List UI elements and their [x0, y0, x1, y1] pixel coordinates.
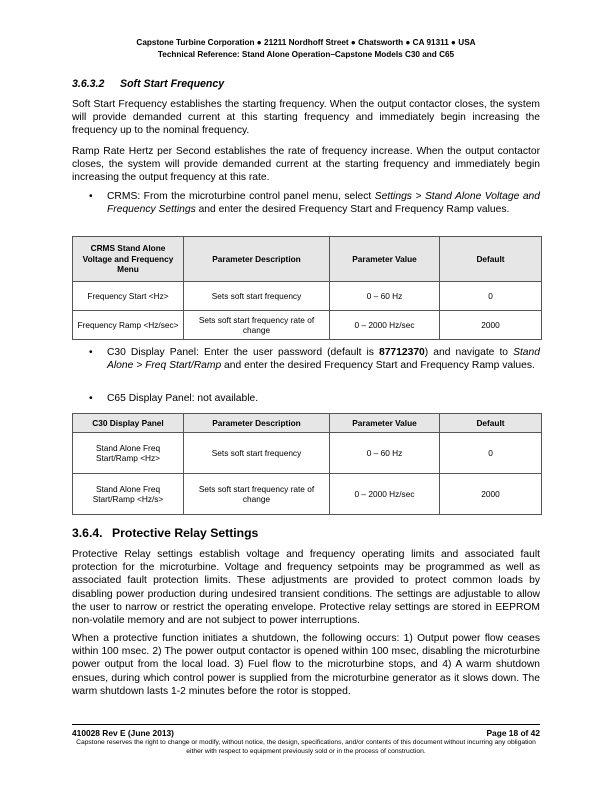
header-company-line: Capstone Turbine Corporation ● 21211 Nordhoff Street ● Chatsworth ● CA 91311 ● USA [136, 38, 476, 47]
header-document-title: Technical Reference: Stand Alone Operation–Capstone Models C30 and C65 [157, 49, 455, 59]
column-header: CRMS Stand Alone Voltage and Frequency Menu [73, 237, 184, 282]
column-header: Parameter Value [330, 414, 440, 433]
table-cell: 2000 [440, 311, 542, 340]
bullet-text: C65 Display Panel: not available. [107, 393, 259, 404]
table-header-row [73, 414, 542, 433]
bullet-dot: • [89, 347, 93, 358]
page-header [0, 37, 612, 60]
menu-path: Settings > Stand Alone Voltage and Frequency Settings [107, 191, 541, 216]
table-cell: Frequency Ramp <Hz/sec> [73, 311, 184, 340]
column-header: Parameter Description [184, 237, 330, 282]
column-header: Default [440, 414, 542, 433]
table-row [73, 474, 542, 515]
table-cell: Frequency Start <Hz> [73, 282, 184, 311]
table-cell: Sets soft start frequency [184, 282, 330, 311]
table-header-row [73, 237, 542, 282]
table-row [73, 311, 542, 340]
paragraph-ramp-rate: Ramp Rate Hertz per Second establishes the rate of frequency increase. When the output contactor closes, the system will provide demanded current at the starting frequency and immediately begin increasing the output frequency at this rate. [72, 146, 540, 184]
table-cell: 0 [440, 282, 542, 311]
column-header: Parameter Value [330, 237, 440, 282]
bullet-text: and enter the desired Frequency Start and Frequency Ramp values. [221, 360, 535, 372]
bullet-text: ) and navigate to [424, 347, 514, 358]
bullet-c30-display [90, 346, 540, 372]
column-header: Default [440, 237, 542, 282]
bullet-c65-display [90, 392, 540, 405]
section-number: 3.6.3.2 [72, 78, 105, 90]
section-title: Soft Start Frequency [120, 78, 225, 90]
table-cell: Sets soft start frequency [184, 433, 330, 474]
column-header: Parameter Description [184, 414, 330, 433]
bullet-dot: • [89, 393, 93, 404]
table-cell: Sets soft start frequency rate of change [184, 474, 330, 515]
section-number: 3.6.4. [72, 526, 103, 540]
table-c30-settings [72, 413, 542, 515]
bullet-text: CRMS: From the microturbine control panel menu, select [107, 191, 375, 202]
paragraph-soft-start-frequency: Soft Start Frequency establishes the starting frequency. When the output contactor closes, the system will provide demanded current at this starting frequency and immediately begin increasing the frequency up to the nominal frequency. [72, 99, 540, 137]
bullet-crms [90, 190, 540, 216]
table-cell: 0 – 2000 Hz/sec [330, 311, 440, 340]
table-cell: 0 – 60 Hz [330, 282, 440, 311]
footer-disclaimer: Capstone reserves the right to change or modify, without notice, the design, specifications, and/or contents of this document without incurring any obligation either with respect to equipment previously sold or in the process of construction. [76, 739, 536, 755]
menu-path: Stand Alone > Freq Start/Ramp [107, 347, 540, 372]
table-cell: Stand Alone Freq Start/Ramp <Hz/s> [73, 474, 184, 515]
column-header: C30 Display Panel [73, 414, 184, 433]
paragraph-protective-relay: Protective Relay settings establish voltage and frequency operating limits and associated fault protection for the microturbine. Voltage and frequency setpoints may be programmed as well as associated fault protection limits. These adjustments are provided to protect common loads by disabling power production during undesired transient conditions. The settings are adjustable to allow the user to narrow or restrict the operating envelope. Protective relay settings are stored in EEPROM non-volatile memory and are not subject to power interruptions. [72, 549, 540, 627]
table-cell: 0 [440, 433, 542, 474]
bullet-text: C30 Display Panel: Enter the user password (default is [107, 347, 379, 358]
section-title: Protective Relay Settings [112, 526, 259, 540]
table-cell: Stand Alone Freq Start/Ramp <Hz> [73, 433, 184, 474]
footer-page-number: Page 18 of 42 [486, 728, 540, 738]
paragraph-shutdown-sequence: When a protective function initiates a shutdown, the following occurs: 1) Output power flow ceases within 100 msec. 2) The power output contactor is opened within 100 msec, disabling the microturbine power output from the local load. 3) Fuel flow to the microturbine stops, and 4) A warm shutdown ensues, during which control power is supplied from the microturbine generator as it slows down. The warm shutdown lasts 1-2 minutes before the rotor is stopped. [72, 633, 540, 697]
table-cell: Sets soft start frequency rate of change [184, 311, 330, 340]
default-password: 87712370 [378, 347, 425, 358]
table-cell: 0 – 60 Hz [330, 433, 440, 474]
section-heading-protective-relay [72, 526, 258, 540]
section-heading-soft-start [72, 78, 224, 90]
table-row [73, 282, 542, 311]
table-row [73, 433, 542, 474]
footer-document-number: 410028 Rev E (June 2013) [72, 728, 174, 738]
bullet-dot: • [89, 191, 93, 202]
table-cell: 0 – 2000 Hz/sec [330, 474, 440, 515]
footer-divider [72, 724, 540, 725]
bullet-text: and enter the desired Frequency Start and Frequency Ramp values. [195, 204, 510, 216]
table-crms-settings [72, 236, 542, 340]
table-cell: 2000 [440, 474, 542, 515]
